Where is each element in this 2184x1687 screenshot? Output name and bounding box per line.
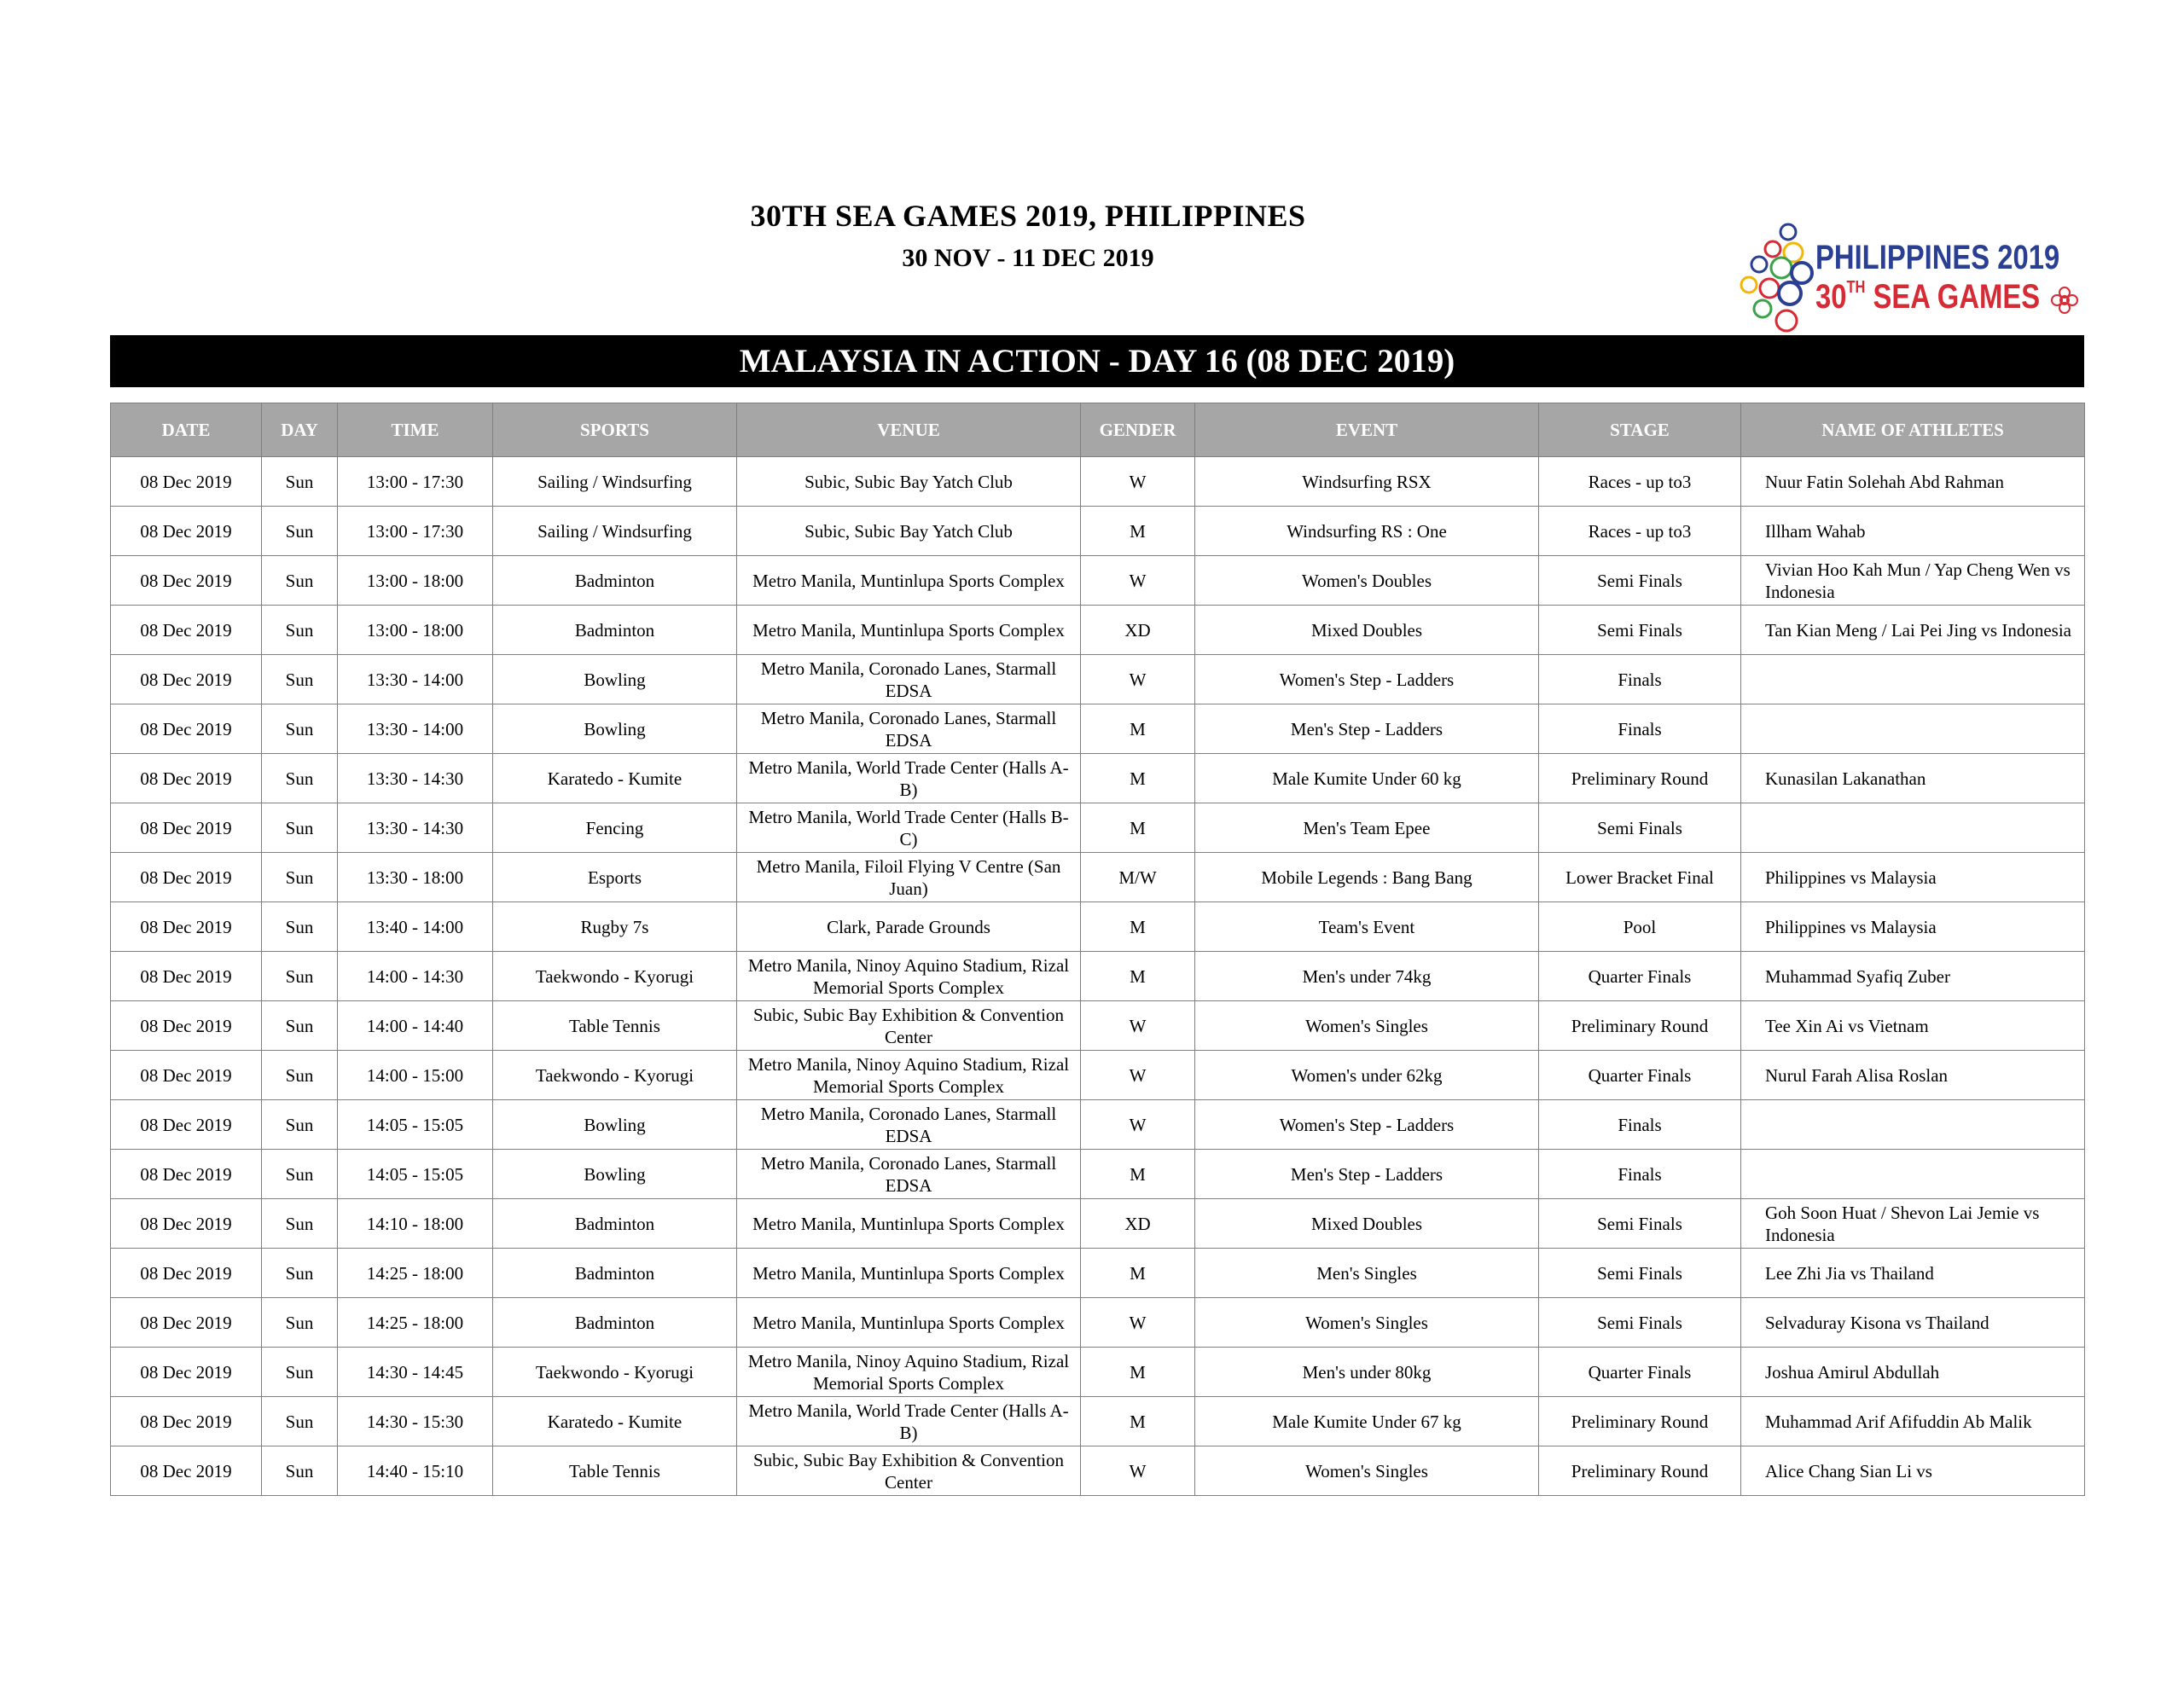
sport-cell: Esports bbox=[493, 853, 737, 902]
day-cell: Sun bbox=[262, 1348, 338, 1397]
athletes-cell: Tan Kian Meng / Lai Pei Jing vs Indonesia bbox=[1741, 606, 2085, 655]
stage-cell: Races - up to3 bbox=[1539, 507, 1741, 556]
event-cell: Mixed Doubles bbox=[1195, 606, 1539, 655]
venue-cell: Metro Manila, World Trade Center (Halls B-C) bbox=[737, 803, 1081, 853]
event-cell: Women's Singles bbox=[1195, 1298, 1539, 1348]
sport-cell: Badminton bbox=[493, 1199, 737, 1249]
athletes-cell: Muhammad Arif Afifuddin Ab Malik bbox=[1741, 1397, 2085, 1446]
date-cell: 08 Dec 2019 bbox=[111, 1100, 262, 1150]
stage-cell: Preliminary Round bbox=[1539, 1446, 1741, 1496]
table-row bbox=[111, 457, 2085, 507]
day-cell: Sun bbox=[262, 952, 338, 1001]
athletes-cell: Philippines vs Malaysia bbox=[1741, 902, 2085, 952]
column-header: DATE bbox=[111, 403, 262, 457]
venue-cell: Metro Manila, Coronado Lanes, Starmall EDSA bbox=[737, 1100, 1081, 1150]
day-cell: Sun bbox=[262, 1397, 338, 1446]
event-cell: Men's under 74kg bbox=[1195, 952, 1539, 1001]
time-cell: 14:00 - 14:30 bbox=[338, 952, 493, 1001]
date-cell: 08 Dec 2019 bbox=[111, 556, 262, 606]
table-row bbox=[111, 1051, 2085, 1100]
day-cell: Sun bbox=[262, 1298, 338, 1348]
time-cell: 14:10 - 18:00 bbox=[338, 1199, 493, 1249]
sport-cell: Table Tennis bbox=[493, 1446, 737, 1496]
athletes-cell: Tee Xin Ai vs Vietnam bbox=[1741, 1001, 2085, 1051]
table-row bbox=[111, 704, 2085, 754]
venue-cell: Metro Manila, Muntinlupa Sports Complex bbox=[737, 1249, 1081, 1298]
sport-cell: Karatedo - Kumite bbox=[493, 754, 737, 803]
table-row bbox=[111, 1298, 2085, 1348]
event-cell: Women's Step - Ladders bbox=[1195, 1100, 1539, 1150]
date-cell: 08 Dec 2019 bbox=[111, 1199, 262, 1249]
event-cell: Men's under 80kg bbox=[1195, 1348, 1539, 1397]
stage-cell: Quarter Finals bbox=[1539, 952, 1741, 1001]
stage-cell: Quarter Finals bbox=[1539, 1348, 1741, 1397]
table-row bbox=[111, 1100, 2085, 1150]
event-cell: Women's Doubles bbox=[1195, 556, 1539, 606]
date-cell: 08 Dec 2019 bbox=[111, 507, 262, 556]
logo-ordinal: TH bbox=[1846, 278, 1866, 297]
table-row bbox=[111, 952, 2085, 1001]
stage-cell: Finals bbox=[1539, 655, 1741, 704]
event-dates: 30 NOV - 11 DEC 2019 bbox=[902, 244, 1154, 272]
sport-cell: Badminton bbox=[493, 1298, 737, 1348]
logo-line2 bbox=[1815, 278, 2040, 316]
athletes-cell: Joshua Amirul Abdullah bbox=[1741, 1348, 2085, 1397]
gender-cell: M bbox=[1081, 704, 1195, 754]
day-cell: Sun bbox=[262, 803, 338, 853]
column-header: DAY bbox=[262, 403, 338, 457]
day-cell: Sun bbox=[262, 457, 338, 507]
day-cell: Sun bbox=[262, 754, 338, 803]
sport-cell: Karatedo - Kumite bbox=[493, 1397, 737, 1446]
athletes-cell: Selvaduray Kisona vs Thailand bbox=[1741, 1298, 2085, 1348]
day-banner: MALAYSIA IN ACTION - DAY 16 (08 DEC 2019) bbox=[110, 335, 2084, 387]
sport-cell: Bowling bbox=[493, 1100, 737, 1150]
column-header: SPORTS bbox=[493, 403, 737, 457]
day-cell: Sun bbox=[262, 1051, 338, 1100]
day-cell: Sun bbox=[262, 1446, 338, 1496]
time-cell: 13:40 - 14:00 bbox=[338, 902, 493, 952]
event-cell: Men's Singles bbox=[1195, 1249, 1539, 1298]
event-cell: Women's Step - Ladders bbox=[1195, 655, 1539, 704]
day-cell: Sun bbox=[262, 556, 338, 606]
gender-cell: M bbox=[1081, 1249, 1195, 1298]
stage-cell: Finals bbox=[1539, 1100, 1741, 1150]
flower-icon bbox=[2048, 283, 2082, 317]
time-cell: 13:30 - 14:30 bbox=[338, 803, 493, 853]
date-cell: 08 Dec 2019 bbox=[111, 803, 262, 853]
schedule-table bbox=[110, 403, 2085, 1496]
sport-cell: Badminton bbox=[493, 606, 737, 655]
venue-cell: Clark, Parade Grounds bbox=[737, 902, 1081, 952]
event-cell: Women's Singles bbox=[1195, 1001, 1539, 1051]
event-cell: Male Kumite Under 60 kg bbox=[1195, 754, 1539, 803]
event-cell: Men's Team Epee bbox=[1195, 803, 1539, 853]
table-header-row bbox=[111, 403, 2085, 457]
sport-cell: Table Tennis bbox=[493, 1001, 737, 1051]
rings-emblem-icon bbox=[1739, 220, 1815, 339]
sport-cell: Fencing bbox=[493, 803, 737, 853]
event-cell: Windsurfing RS : One bbox=[1195, 507, 1539, 556]
sport-cell: Badminton bbox=[493, 1249, 737, 1298]
venue-cell: Metro Manila, Muntinlupa Sports Complex bbox=[737, 1298, 1081, 1348]
day-cell: Sun bbox=[262, 1100, 338, 1150]
day-cell: Sun bbox=[262, 655, 338, 704]
time-cell: 14:40 - 15:10 bbox=[338, 1446, 493, 1496]
day-cell: Sun bbox=[262, 1249, 338, 1298]
date-cell: 08 Dec 2019 bbox=[111, 457, 262, 507]
table-row bbox=[111, 754, 2085, 803]
gender-cell: M bbox=[1081, 1397, 1195, 1446]
page-title: 30TH SEA GAMES 2019, PHILIPPINES bbox=[750, 199, 1306, 233]
date-cell: 08 Dec 2019 bbox=[111, 754, 262, 803]
stage-cell: Finals bbox=[1539, 1150, 1741, 1199]
table-row bbox=[111, 1348, 2085, 1397]
time-cell: 13:00 - 17:30 bbox=[338, 507, 493, 556]
event-cell: Male Kumite Under 67 kg bbox=[1195, 1397, 1539, 1446]
day-cell: Sun bbox=[262, 902, 338, 952]
stage-cell: Preliminary Round bbox=[1539, 1397, 1741, 1446]
column-header: STAGE bbox=[1539, 403, 1741, 457]
event-cell: Mobile Legends : Bang Bang bbox=[1195, 853, 1539, 902]
venue-cell: Metro Manila, World Trade Center (Halls A-B) bbox=[737, 1397, 1081, 1446]
sport-cell: Badminton bbox=[493, 556, 737, 606]
sport-cell: Bowling bbox=[493, 655, 737, 704]
sport-cell: Taekwondo - Kyorugi bbox=[493, 952, 737, 1001]
day-cell: Sun bbox=[262, 1199, 338, 1249]
venue-cell: Subic, Subic Bay Exhibition & Convention Center bbox=[737, 1001, 1081, 1051]
gender-cell: XD bbox=[1081, 606, 1195, 655]
table-row bbox=[111, 606, 2085, 655]
column-header: GENDER bbox=[1081, 403, 1195, 457]
day-cell: Sun bbox=[262, 1150, 338, 1199]
time-cell: 14:00 - 15:00 bbox=[338, 1051, 493, 1100]
athletes-cell: Kunasilan Lakanathan bbox=[1741, 754, 2085, 803]
gender-cell: M bbox=[1081, 902, 1195, 952]
date-cell: 08 Dec 2019 bbox=[111, 1298, 262, 1348]
table-row bbox=[111, 1150, 2085, 1199]
table-row bbox=[111, 853, 2085, 902]
column-header: TIME bbox=[338, 403, 493, 457]
day-cell: Sun bbox=[262, 507, 338, 556]
athletes-cell bbox=[1741, 1150, 2085, 1199]
date-cell: 08 Dec 2019 bbox=[111, 606, 262, 655]
venue-cell: Metro Manila, Ninoy Aquino Stadium, Rizal Memorial Sports Complex bbox=[737, 1051, 1081, 1100]
event-cell: Women's under 62kg bbox=[1195, 1051, 1539, 1100]
day-cell: Sun bbox=[262, 853, 338, 902]
gender-cell: M bbox=[1081, 754, 1195, 803]
venue-cell: Metro Manila, Filoil Flying V Centre (San Juan) bbox=[737, 853, 1081, 902]
gender-cell: W bbox=[1081, 457, 1195, 507]
athletes-cell: Goh Soon Huat / Shevon Lai Jemie vs Indonesia bbox=[1741, 1199, 2085, 1249]
venue-cell: Metro Manila, Ninoy Aquino Stadium, Rizal Memorial Sports Complex bbox=[737, 1348, 1081, 1397]
gender-cell: M bbox=[1081, 952, 1195, 1001]
column-header: NAME OF ATHLETES bbox=[1741, 403, 2085, 457]
table-row bbox=[111, 902, 2085, 952]
date-cell: 08 Dec 2019 bbox=[111, 1348, 262, 1397]
stage-cell: Pool bbox=[1539, 902, 1741, 952]
athletes-cell bbox=[1741, 704, 2085, 754]
date-cell: 08 Dec 2019 bbox=[111, 1446, 262, 1496]
stage-cell: Semi Finals bbox=[1539, 1249, 1741, 1298]
gender-cell: W bbox=[1081, 556, 1195, 606]
gender-cell: M bbox=[1081, 507, 1195, 556]
athletes-cell: Alice Chang Sian Li vs bbox=[1741, 1446, 2085, 1496]
table-row bbox=[111, 803, 2085, 853]
day-cell: Sun bbox=[262, 704, 338, 754]
event-cell: Mixed Doubles bbox=[1195, 1199, 1539, 1249]
event-cell: Men's Step - Ladders bbox=[1195, 1150, 1539, 1199]
gender-cell: W bbox=[1081, 1446, 1195, 1496]
logo-line1: PHILIPPINES 2019 bbox=[1815, 239, 2060, 276]
date-cell: 08 Dec 2019 bbox=[111, 1397, 262, 1446]
table-row bbox=[111, 1199, 2085, 1249]
sport-cell: Bowling bbox=[493, 704, 737, 754]
venue-cell: Metro Manila, Ninoy Aquino Stadium, Rizal Memorial Sports Complex bbox=[737, 952, 1081, 1001]
athletes-cell bbox=[1741, 803, 2085, 853]
venue-cell: Subic, Subic Bay Yatch Club bbox=[737, 507, 1081, 556]
event-cell: Men's Step - Ladders bbox=[1195, 704, 1539, 754]
gender-cell: W bbox=[1081, 1001, 1195, 1051]
venue-cell: Metro Manila, Coronado Lanes, Starmall EDSA bbox=[737, 655, 1081, 704]
schedule-body bbox=[111, 457, 2085, 1496]
stage-cell: Semi Finals bbox=[1539, 1199, 1741, 1249]
sport-cell: Sailing / Windsurfing bbox=[493, 507, 737, 556]
time-cell: 14:25 - 18:00 bbox=[338, 1298, 493, 1348]
gender-cell: W bbox=[1081, 1100, 1195, 1150]
sport-cell: Sailing / Windsurfing bbox=[493, 457, 737, 507]
stage-cell: Finals bbox=[1539, 704, 1741, 754]
stage-cell: Preliminary Round bbox=[1539, 1001, 1741, 1051]
time-cell: 13:30 - 14:00 bbox=[338, 704, 493, 754]
event-cell: Team's Event bbox=[1195, 902, 1539, 952]
athletes-cell: Lee Zhi Jia vs Thailand bbox=[1741, 1249, 2085, 1298]
venue-cell: Metro Manila, Coronado Lanes, Starmall EDSA bbox=[737, 704, 1081, 754]
venue-cell: Metro Manila, Coronado Lanes, Starmall EDSA bbox=[737, 1150, 1081, 1199]
stage-cell: Preliminary Round bbox=[1539, 754, 1741, 803]
logo-sea-games: SEA GAMES bbox=[1865, 278, 2041, 316]
day-cell: Sun bbox=[262, 1001, 338, 1051]
time-cell: 14:05 - 15:05 bbox=[338, 1150, 493, 1199]
table-row bbox=[111, 1001, 2085, 1051]
gender-cell: W bbox=[1081, 1298, 1195, 1348]
sport-cell: Taekwondo - Kyorugi bbox=[493, 1348, 737, 1397]
venue-cell: Metro Manila, World Trade Center (Halls A-B) bbox=[737, 754, 1081, 803]
table-row bbox=[111, 655, 2085, 704]
stage-cell: Semi Finals bbox=[1539, 606, 1741, 655]
event-cell: Women's Singles bbox=[1195, 1446, 1539, 1496]
date-cell: 08 Dec 2019 bbox=[111, 1150, 262, 1199]
time-cell: 14:30 - 14:45 bbox=[338, 1348, 493, 1397]
time-cell: 13:00 - 17:30 bbox=[338, 457, 493, 507]
venue-cell: Subic, Subic Bay Yatch Club bbox=[737, 457, 1081, 507]
table-row bbox=[111, 1397, 2085, 1446]
stage-cell: Lower Bracket Final bbox=[1539, 853, 1741, 902]
time-cell: 13:00 - 18:00 bbox=[338, 556, 493, 606]
table-row bbox=[111, 507, 2085, 556]
stage-cell: Semi Finals bbox=[1539, 1298, 1741, 1348]
date-cell: 08 Dec 2019 bbox=[111, 1001, 262, 1051]
athletes-cell: Muhammad Syafiq Zuber bbox=[1741, 952, 2085, 1001]
venue-cell: Subic, Subic Bay Exhibition & Convention Center bbox=[737, 1446, 1081, 1496]
sport-cell: Rugby 7s bbox=[493, 902, 737, 952]
table-row bbox=[111, 1446, 2085, 1496]
athletes-cell: Nurul Farah Alisa Roslan bbox=[1741, 1051, 2085, 1100]
sport-cell: Bowling bbox=[493, 1150, 737, 1199]
gender-cell: M/W bbox=[1081, 853, 1195, 902]
venue-cell: Metro Manila, Muntinlupa Sports Complex bbox=[737, 606, 1081, 655]
venue-cell: Metro Manila, Muntinlupa Sports Complex bbox=[737, 556, 1081, 606]
time-cell: 14:05 - 15:05 bbox=[338, 1100, 493, 1150]
athletes-cell: Illham Wahab bbox=[1741, 507, 2085, 556]
athletes-cell: Nuur Fatin Solehah Abd Rahman bbox=[1741, 457, 2085, 507]
date-cell: 08 Dec 2019 bbox=[111, 655, 262, 704]
date-cell: 08 Dec 2019 bbox=[111, 1051, 262, 1100]
date-cell: 08 Dec 2019 bbox=[111, 952, 262, 1001]
gender-cell: M bbox=[1081, 1348, 1195, 1397]
date-cell: 08 Dec 2019 bbox=[111, 1249, 262, 1298]
stage-cell: Quarter Finals bbox=[1539, 1051, 1741, 1100]
event-cell: Windsurfing RSX bbox=[1195, 457, 1539, 507]
stage-cell: Semi Finals bbox=[1539, 556, 1741, 606]
time-cell: 14:25 - 18:00 bbox=[338, 1249, 493, 1298]
column-header: VENUE bbox=[737, 403, 1081, 457]
table-row bbox=[111, 1249, 2085, 1298]
gender-cell: W bbox=[1081, 1051, 1195, 1100]
athletes-cell bbox=[1741, 655, 2085, 704]
gender-cell: M bbox=[1081, 1150, 1195, 1199]
table-row bbox=[111, 556, 2085, 606]
gender-cell: M bbox=[1081, 803, 1195, 853]
venue-cell: Metro Manila, Muntinlupa Sports Complex bbox=[737, 1199, 1081, 1249]
day-cell: Sun bbox=[262, 606, 338, 655]
stage-cell: Races - up to3 bbox=[1539, 457, 1741, 507]
time-cell: 13:30 - 18:00 bbox=[338, 853, 493, 902]
stage-cell: Semi Finals bbox=[1539, 803, 1741, 853]
date-cell: 08 Dec 2019 bbox=[111, 902, 262, 952]
sea-games-logo bbox=[1739, 220, 2088, 339]
time-cell: 14:00 - 14:40 bbox=[338, 1001, 493, 1051]
time-cell: 13:30 - 14:00 bbox=[338, 655, 493, 704]
logo-number: 30 bbox=[1815, 278, 1847, 316]
column-header: EVENT bbox=[1195, 403, 1539, 457]
time-cell: 13:00 - 18:00 bbox=[338, 606, 493, 655]
gender-cell: W bbox=[1081, 655, 1195, 704]
time-cell: 14:30 - 15:30 bbox=[338, 1397, 493, 1446]
sport-cell: Taekwondo - Kyorugi bbox=[493, 1051, 737, 1100]
gender-cell: XD bbox=[1081, 1199, 1195, 1249]
athletes-cell bbox=[1741, 1100, 2085, 1150]
date-cell: 08 Dec 2019 bbox=[111, 853, 262, 902]
time-cell: 13:30 - 14:30 bbox=[338, 754, 493, 803]
date-cell: 08 Dec 2019 bbox=[111, 704, 262, 754]
athletes-cell: Philippines vs Malaysia bbox=[1741, 853, 2085, 902]
athletes-cell: Vivian Hoo Kah Mun / Yap Cheng Wen vs Indonesia bbox=[1741, 556, 2085, 606]
